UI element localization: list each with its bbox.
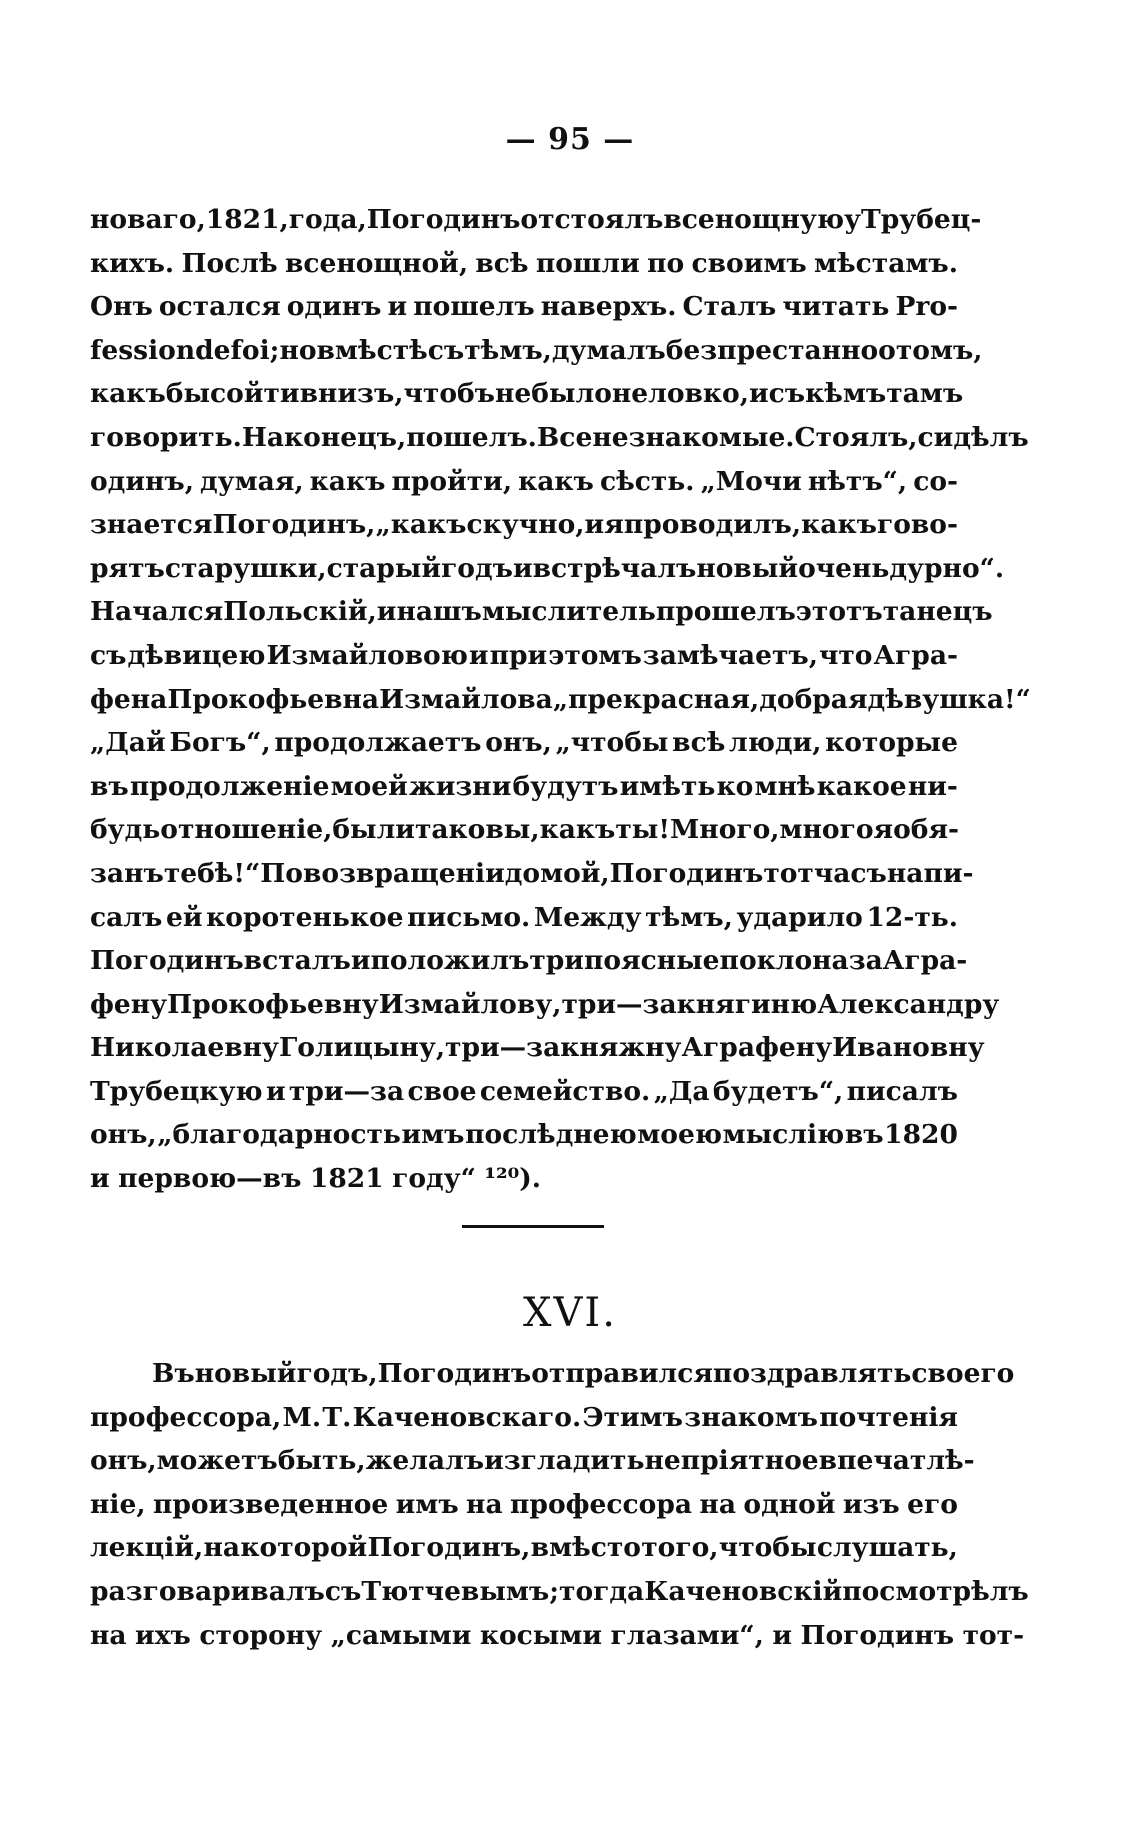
word: быть, <box>277 1445 366 1477</box>
word: Измайлову, <box>378 988 562 1020</box>
word: Польскій, <box>223 596 377 628</box>
word: „Мочи <box>700 465 802 497</box>
word: того, <box>641 1532 719 1564</box>
word: лекцій, <box>90 1532 204 1564</box>
word: имъ <box>401 1119 465 1151</box>
word: foi; <box>230 334 280 366</box>
text-line <box>90 547 1005 591</box>
word: ни- <box>907 770 958 802</box>
word: и <box>772 1619 792 1651</box>
word: тѣмъ, <box>464 334 552 366</box>
word: возвращеніи <box>302 857 505 889</box>
word: всѣ <box>672 727 726 759</box>
word: на <box>699 1488 736 1520</box>
word: Погодинъ <box>366 204 521 235</box>
word: мыслитель <box>481 596 656 628</box>
word: Агра- <box>882 945 968 977</box>
word: три—за <box>445 1032 561 1064</box>
word: таковы, <box>414 814 540 846</box>
word: Аграфену <box>681 1032 833 1064</box>
word: въ <box>844 1119 884 1151</box>
word: новый <box>696 552 799 584</box>
word: „прекрасная, <box>552 683 760 715</box>
word: Погодинъ <box>800 1619 955 1651</box>
word: 1821 <box>309 1163 384 1195</box>
word: отношеніе, <box>160 814 333 846</box>
word: и <box>350 945 371 977</box>
word: Трубец- <box>861 204 982 235</box>
word: Погодинъ <box>377 1358 532 1389</box>
word: 1821, <box>205 204 289 235</box>
word: fession <box>90 334 196 366</box>
text-line <box>90 1526 958 1570</box>
word: новый <box>194 1358 297 1389</box>
word: замѣчаетъ, <box>642 639 818 671</box>
text-line <box>90 808 958 852</box>
text-line <box>90 1352 1015 1396</box>
word: будетъ“, <box>712 1075 844 1107</box>
word: пошелъ <box>413 291 535 323</box>
text-line <box>90 460 958 504</box>
text-line <box>90 983 1000 1027</box>
word: домой, <box>504 857 610 889</box>
word: Тютчевымъ; <box>361 1575 560 1607</box>
word: Трубецкую <box>90 1075 263 1107</box>
text-line <box>90 1026 985 1070</box>
word: всенощной, <box>284 247 469 279</box>
word: М. <box>282 1401 322 1433</box>
word: Каченовскій <box>644 1575 843 1607</box>
text-line <box>90 721 958 765</box>
word: косыми <box>479 1619 603 1651</box>
word: поклона <box>719 945 849 977</box>
word: кихъ. <box>90 247 175 279</box>
word: можетъ <box>156 1445 278 1477</box>
word: отправился <box>531 1358 713 1389</box>
word: писалъ <box>846 1075 958 1107</box>
word: своимъ <box>691 247 807 279</box>
text-line <box>90 590 993 634</box>
word: этомъ <box>548 639 642 671</box>
word: три—за <box>288 1075 405 1107</box>
word: Въ <box>152 1358 195 1389</box>
word: въ <box>90 770 129 802</box>
word: и <box>748 378 769 410</box>
word: de <box>195 334 231 366</box>
word: кѣмъ <box>805 378 887 410</box>
text-line <box>90 852 974 896</box>
word: и <box>584 509 605 541</box>
word: пошелъ. <box>406 421 537 453</box>
word: Много, <box>669 814 780 846</box>
word: три <box>529 945 584 977</box>
word: новаго, <box>90 204 206 235</box>
word: имъ <box>395 1488 459 1520</box>
word: были <box>332 814 415 846</box>
word: положилъ <box>370 945 530 977</box>
word: на <box>203 1532 241 1564</box>
word: ты! <box>615 814 670 846</box>
word: съ <box>324 1575 362 1607</box>
word: люди, <box>729 727 822 759</box>
word: сторону <box>199 1619 323 1651</box>
word: проводилъ, <box>623 509 802 541</box>
word: рятъ <box>90 552 165 584</box>
word: знакомъ <box>684 1401 818 1433</box>
word: говорить. <box>90 421 242 453</box>
word: „благодарность <box>157 1119 401 1151</box>
word: нашъ <box>396 596 482 628</box>
word: я <box>604 509 624 541</box>
word: ко <box>716 770 754 802</box>
word: Сталъ <box>682 291 777 323</box>
word: за <box>848 945 883 977</box>
word: Погодинъ <box>609 857 764 889</box>
word: сидѣлъ <box>917 421 1029 453</box>
word: на <box>90 1619 127 1651</box>
text-line <box>90 939 968 983</box>
word: Голицыну, <box>279 1032 446 1064</box>
text-line <box>90 1157 958 1201</box>
word: старушки, <box>164 552 327 584</box>
word: вмѣстѣ <box>316 334 428 366</box>
word: Между <box>533 901 642 933</box>
word: и <box>376 596 397 628</box>
word: вмѣсто <box>530 1532 641 1564</box>
word: Наконецъ, <box>241 421 407 453</box>
word: старый <box>326 552 442 584</box>
word: фена <box>90 683 168 715</box>
word: поясные <box>583 945 720 977</box>
word: письмо. <box>407 901 531 933</box>
word: остался <box>158 291 281 323</box>
word: которые <box>825 727 958 759</box>
word: имѣть <box>619 770 716 802</box>
text-line <box>90 1113 958 1157</box>
word: скучно, <box>466 509 585 541</box>
word: сойти <box>210 378 300 410</box>
word: сѣсть. <box>599 465 695 497</box>
word: тѣмъ, <box>645 901 733 933</box>
text-line <box>90 634 958 678</box>
word: не <box>495 378 532 410</box>
word: пошли <box>535 247 640 279</box>
word: одной <box>743 1488 836 1520</box>
word: Все <box>536 421 593 453</box>
word: мнѣ <box>754 770 816 802</box>
word: семейство. <box>479 1075 651 1107</box>
word: изгладить <box>484 1445 645 1477</box>
word: у <box>844 204 861 235</box>
text-line <box>90 198 982 242</box>
word: было <box>531 378 612 410</box>
word: и <box>512 552 533 584</box>
word: тот- <box>962 1619 1025 1651</box>
word: Погодинъ <box>90 945 244 977</box>
section-divider <box>462 1225 604 1228</box>
word: чтобъ <box>403 378 496 410</box>
word: моею <box>637 1119 722 1151</box>
word: „чтобы <box>555 727 669 759</box>
word: встрѣчалъ <box>532 552 697 584</box>
word: годъ, <box>296 1358 378 1389</box>
word: „Да <box>653 1075 710 1107</box>
word: Богъ“, <box>169 727 271 759</box>
word: года, <box>288 204 367 235</box>
text-line <box>90 1396 958 1440</box>
word: слушать, <box>816 1532 958 1564</box>
word: занъ <box>90 857 164 889</box>
word: внизъ, <box>299 378 404 410</box>
word: Pro- <box>895 291 958 323</box>
word: Прокофьевну <box>167 988 379 1020</box>
word: профессора <box>510 1488 693 1520</box>
word: но <box>279 334 317 366</box>
word: нѣтъ“, <box>807 465 908 497</box>
word: и <box>387 291 408 323</box>
word: думалъ <box>551 334 666 366</box>
word: княгиню <box>676 988 818 1020</box>
word: посмотрѣлъ <box>842 1575 1029 1607</box>
word: Онъ <box>90 291 153 323</box>
word: Прокофьевна <box>167 683 380 715</box>
text-line <box>90 285 958 329</box>
word: впечатлѣ- <box>818 1445 975 1477</box>
word: ¹²⁰). <box>484 1163 541 1195</box>
word: по <box>647 247 685 279</box>
word: дѣвушка!“ <box>867 683 1031 715</box>
word: всенощную <box>663 204 845 235</box>
word: онъ, <box>485 727 552 759</box>
word: что <box>818 639 873 671</box>
word: салъ <box>90 901 163 933</box>
word: „Дай <box>90 727 166 759</box>
word: какъ <box>90 378 166 410</box>
text-line <box>90 896 958 940</box>
word: будь <box>90 814 161 846</box>
word: какъ <box>801 509 877 541</box>
word: будутъ <box>512 770 619 802</box>
word: изъ <box>842 1488 900 1520</box>
word: наверхъ. <box>540 291 677 323</box>
word: моей <box>330 770 408 802</box>
text-line <box>90 1570 1029 1614</box>
text-line <box>90 1614 1025 1658</box>
word: со- <box>913 465 958 497</box>
word: тогда <box>559 1575 645 1607</box>
word: мѣстамъ. <box>814 247 958 279</box>
word: годъ <box>441 552 513 584</box>
word: 1820 <box>884 1119 958 1151</box>
word: незнакомые. <box>592 421 795 453</box>
word: Погодинъ, <box>212 509 376 541</box>
text-line <box>90 242 958 286</box>
word: ихъ <box>135 1619 191 1651</box>
word: при <box>489 639 548 671</box>
word: тотчасъ <box>763 857 887 889</box>
word: его <box>907 1488 958 1520</box>
word: танецъ <box>882 596 993 628</box>
word: глазами“, <box>610 1619 764 1651</box>
word: „самыми <box>330 1619 472 1651</box>
word: онъ, <box>90 1445 157 1477</box>
word: чтобы <box>718 1532 817 1564</box>
word: знается <box>90 509 213 541</box>
word: непріятное <box>644 1445 819 1477</box>
page-number: — 95 — <box>505 122 635 157</box>
word: какое <box>816 770 907 802</box>
word: Каченовскаго. <box>352 1401 582 1433</box>
word: одинъ <box>286 291 382 323</box>
word: гово- <box>876 509 958 541</box>
word: жизни <box>408 770 512 802</box>
text-line <box>90 1070 958 1114</box>
word: какъ <box>518 465 594 497</box>
text-line <box>90 416 1029 460</box>
word: неловко, <box>611 378 749 410</box>
word: почтенія <box>819 1401 958 1433</box>
word: ей <box>165 901 203 933</box>
word: очень <box>798 552 890 584</box>
word: Начался <box>90 596 224 628</box>
word: году“ <box>392 1163 476 1195</box>
word: бы <box>165 378 211 410</box>
word: „какъ <box>375 509 467 541</box>
text-line <box>90 1483 958 1527</box>
word: на <box>466 1488 503 1520</box>
word: Этимъ <box>582 1401 683 1433</box>
text-line <box>90 765 958 809</box>
word: этотъ <box>795 596 883 628</box>
paragraph-1 <box>90 198 1031 1201</box>
word: отстоялъ <box>520 204 664 235</box>
word: Измайловою <box>266 639 468 671</box>
word: пройти, <box>391 465 513 497</box>
word: мыслію <box>722 1119 845 1151</box>
word: ніе, <box>90 1488 146 1520</box>
word: напи- <box>886 857 974 889</box>
word: продолженіе <box>129 770 330 802</box>
word: фену <box>90 988 168 1020</box>
paragraph-2 <box>90 1352 1029 1657</box>
word: одинъ, <box>90 465 194 497</box>
word: съ <box>90 639 127 671</box>
word: Агра- <box>873 639 958 671</box>
word: читать <box>782 291 890 323</box>
word: первою—въ <box>118 1163 302 1195</box>
word: тебѣ!“ <box>163 857 261 889</box>
word: тамъ <box>886 378 964 410</box>
word: и <box>90 1163 110 1195</box>
word: продолжаетъ <box>274 727 482 759</box>
word: Погодинъ, <box>367 1532 531 1564</box>
word: добрая <box>759 683 868 715</box>
word: о <box>878 334 896 366</box>
word: разговаривалъ <box>90 1575 325 1607</box>
word: онъ, <box>90 1119 157 1151</box>
word: безпрестанно <box>665 334 879 366</box>
word: какъ <box>539 814 616 846</box>
word: По <box>260 857 303 889</box>
word: три—за <box>561 988 677 1020</box>
word: профессора, <box>90 1401 282 1433</box>
word: и <box>265 1075 286 1107</box>
text-line <box>90 678 1031 722</box>
word: своего <box>911 1358 1015 1389</box>
word: свое <box>407 1075 477 1107</box>
word: обя- <box>893 814 960 846</box>
word: 12-ть. <box>866 901 958 933</box>
word: Александру <box>817 988 1000 1020</box>
word: Т. <box>322 1401 352 1433</box>
word: съ <box>768 378 806 410</box>
section-heading: XVI. <box>523 1290 617 1336</box>
word: дурно“. <box>889 552 1005 584</box>
word: прошелъ <box>655 596 796 628</box>
word: Николаевну <box>90 1032 279 1064</box>
word: всталъ <box>243 945 351 977</box>
text-line <box>90 329 983 373</box>
word: думая, <box>200 465 304 497</box>
word: съ <box>427 334 465 366</box>
text-line <box>90 503 958 547</box>
word: дѣвицею <box>127 639 266 671</box>
word: я <box>873 814 894 846</box>
word: послѣднею <box>465 1119 637 1151</box>
word: много <box>779 814 874 846</box>
word: Послѣ <box>181 247 278 279</box>
word: коротенькое <box>206 901 404 933</box>
word: княжну <box>560 1032 682 1064</box>
word: Ивановну <box>832 1032 985 1064</box>
word: ударило <box>736 901 863 933</box>
word: и <box>468 639 489 671</box>
word: поздравлять <box>712 1358 912 1389</box>
word: Стоялъ, <box>794 421 918 453</box>
word: какъ <box>309 465 386 497</box>
word: томъ, <box>895 334 983 366</box>
word: желалъ <box>365 1445 485 1477</box>
word: всѣ <box>475 247 529 279</box>
text-line <box>90 1439 975 1483</box>
word: которой <box>240 1532 368 1564</box>
text-line <box>90 372 964 416</box>
word: произведенное <box>152 1488 389 1520</box>
word: Измайлова <box>379 683 553 715</box>
